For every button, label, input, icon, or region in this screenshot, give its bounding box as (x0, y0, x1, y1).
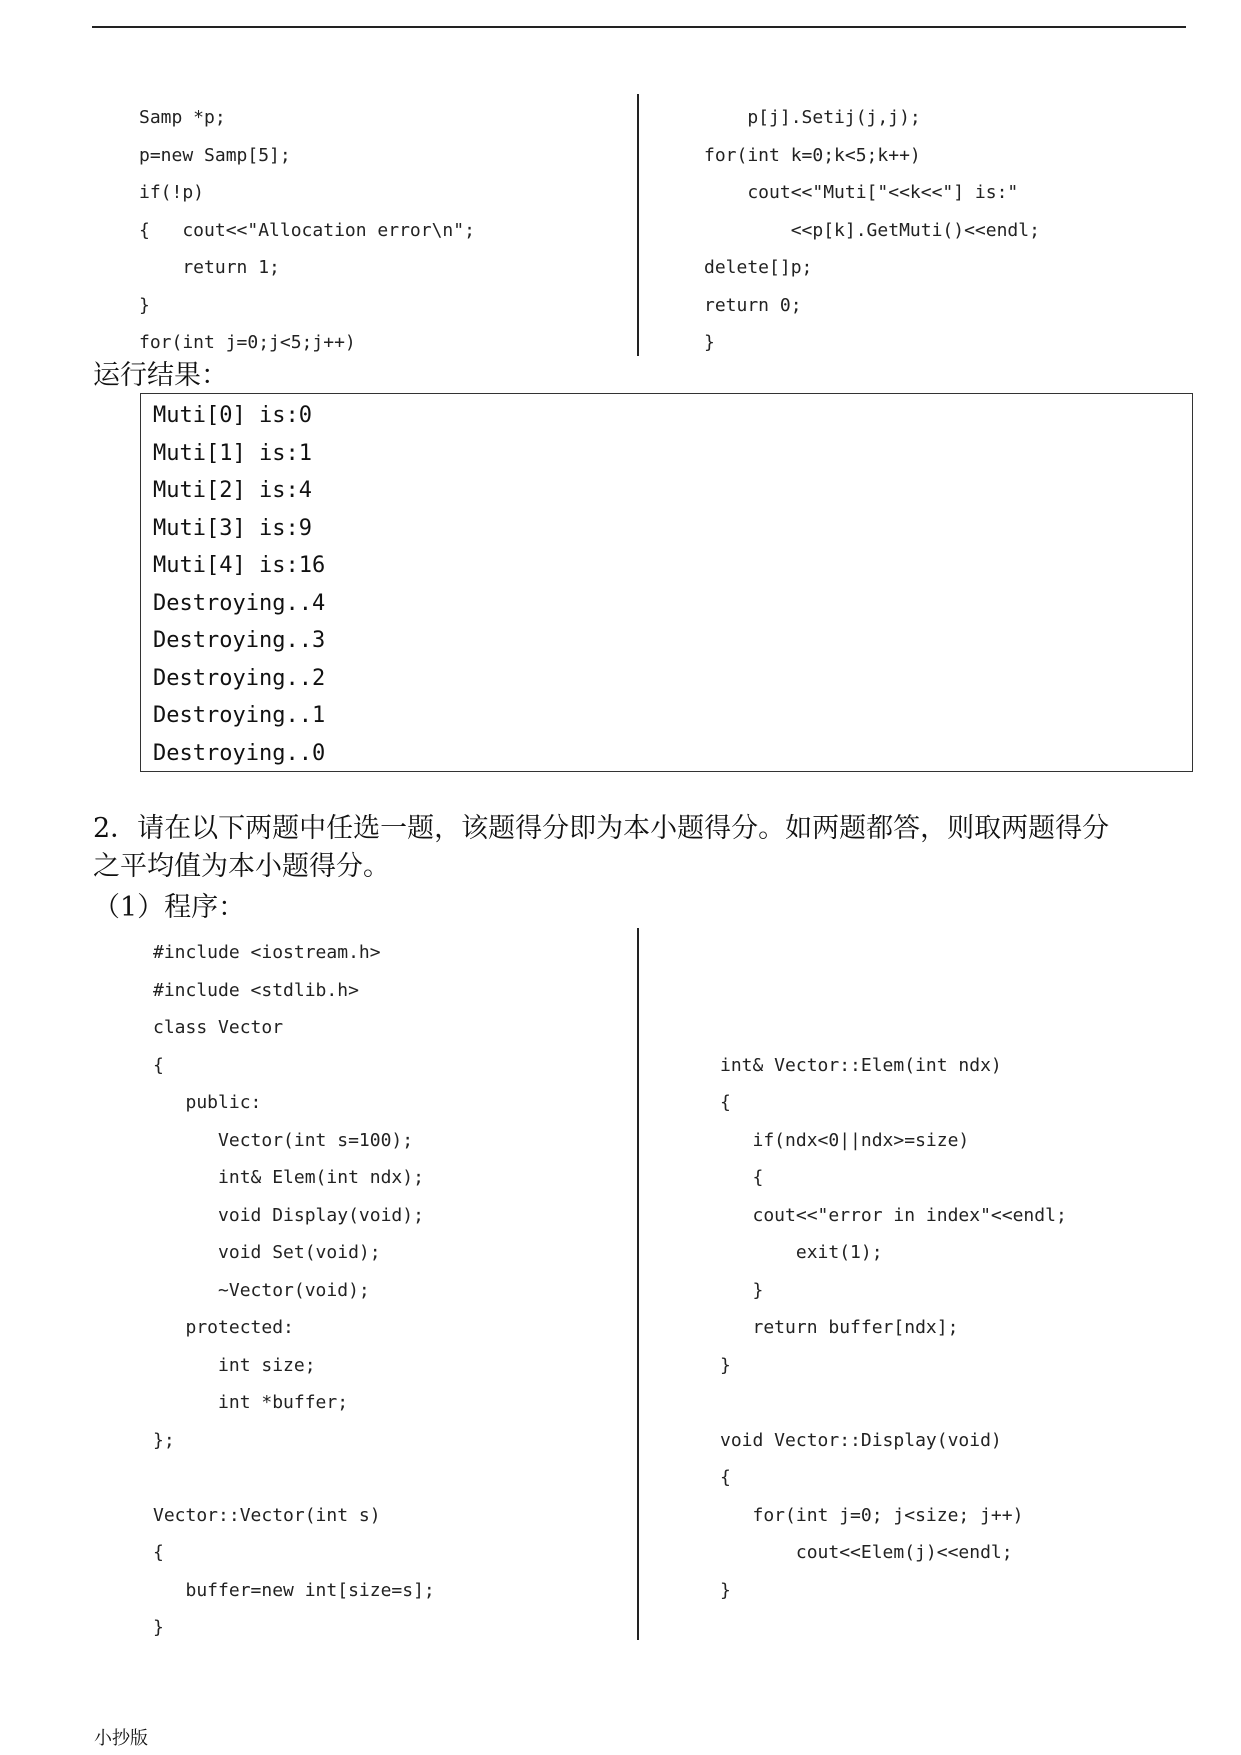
code-line: } (720, 1579, 731, 1601)
code-line: return 0; (704, 294, 802, 316)
output-line: Destroying..3 (153, 628, 326, 653)
code-line: #include <stdlib.h> (153, 979, 359, 1001)
output-line: Muti[3] is:9 (153, 515, 312, 541)
code-line: <<p[k].GetMuti()<<endl; (704, 219, 1040, 241)
code-line: void Display(void); (153, 1204, 424, 1226)
code-line: cout<<Elem(j)<<endl; (720, 1542, 1013, 1563)
code-line: for(int j=0; j<size; j++) (720, 1504, 1024, 1526)
code-line: int *buffer; (153, 1392, 349, 1413)
output-line: Muti[1] is:1 (153, 440, 312, 466)
code-line: return 1; (139, 257, 280, 278)
output-line: Muti[0] is:0 (153, 403, 312, 428)
code-line: { (720, 1092, 731, 1113)
footer-text: 小抄版 (94, 1728, 148, 1749)
code-line: } (720, 1279, 764, 1301)
top-rule (92, 26, 1186, 28)
output-line: Destroying..4 (153, 590, 326, 616)
output-line: Destroying..0 (153, 740, 326, 766)
code-divider-bottom (637, 928, 639, 1640)
code-line: int& Elem(int ndx); (153, 1167, 424, 1188)
code-line: cout<<"error in index"<<endl; (720, 1204, 1067, 1226)
code-line: protected: (153, 1317, 294, 1338)
code-line: { (153, 1542, 164, 1563)
code-line: delete[]p; (704, 257, 813, 278)
question-line-1: 2．请在以下两题中任选一题，该题得分即为本小题得分。如两题都答，则取两题得分 (93, 813, 1110, 844)
code-line: ~Vector(void); (153, 1279, 370, 1301)
code-line: int& Vector::Elem(int ndx) (720, 1054, 1002, 1076)
question-line-2: 之平均值为本小题得分。 (93, 851, 390, 882)
code-line: void Vector::Display(void) (720, 1429, 1002, 1451)
code-line: { (720, 1167, 764, 1188)
code-line: buffer=new int[size=s]; (153, 1579, 435, 1601)
code-line: exit(1); (720, 1242, 883, 1263)
code-line: { cout<<"Allocation error\n"; (139, 219, 475, 241)
code-line: for(int k=0;k<5;k++) (704, 144, 921, 166)
output-line: Destroying..2 (153, 665, 326, 691)
code-line: #include <iostream.h> (153, 942, 381, 963)
code-line: return buffer[ndx]; (720, 1317, 959, 1338)
code-line: Vector(int s=100); (153, 1129, 414, 1151)
sub-heading: （1）程序： (93, 892, 246, 923)
code-line: void Set(void); (153, 1242, 381, 1263)
code-line: p[j].Setij(j,j); (704, 107, 921, 128)
code-line: { (153, 1054, 164, 1076)
code-line: } (139, 294, 150, 316)
code-line: if(!p) (139, 182, 205, 203)
output-line: Destroying..1 (153, 703, 326, 728)
code-line: } (153, 1617, 164, 1638)
code-line: int size; (153, 1354, 316, 1376)
code-divider-top (637, 94, 639, 356)
code-line: }; (153, 1429, 175, 1451)
code-line: public: (153, 1092, 262, 1113)
result-heading: 运行结果： (93, 360, 228, 391)
code-line: Vector::Vector(int s) (153, 1504, 381, 1526)
code-line: { (720, 1467, 731, 1488)
code-line: cout<<"Muti["<<k<<"] is:" (704, 182, 1019, 203)
code-line: for(int j=0;j<5;j++) (139, 332, 356, 353)
code-line: } (704, 332, 715, 353)
output-line: Muti[2] is:4 (153, 478, 312, 503)
code-line: if(ndx<0||ndx>=size) (720, 1129, 970, 1151)
code-line: } (720, 1354, 731, 1376)
output-line: Muti[4] is:16 (153, 553, 326, 578)
code-line: Samp *p; (139, 107, 226, 128)
code-line: p=new Samp[5]; (139, 144, 291, 166)
code-line: class Vector (153, 1017, 284, 1038)
output-box (140, 393, 1193, 772)
